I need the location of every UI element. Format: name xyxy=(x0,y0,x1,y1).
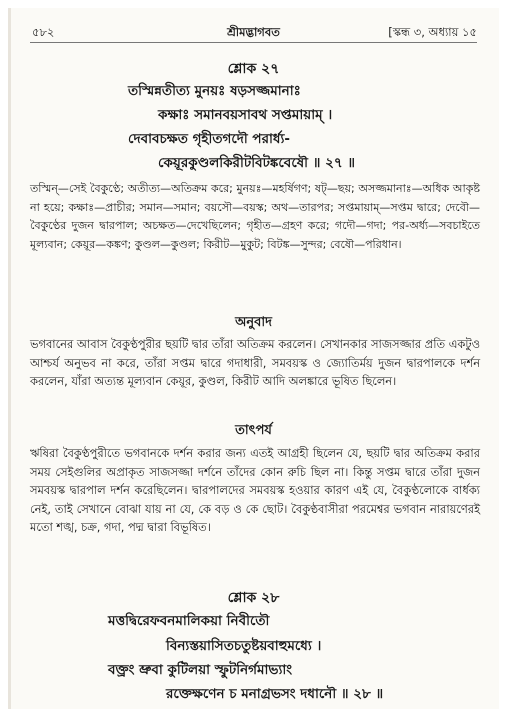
verse-28-line-3: বক্ত্রং ভ্রুবা কুটিলয়া স্ফুটনির্গমাভ্যাং xyxy=(108,662,293,678)
verse-27-label: শ্লোক ২৭ xyxy=(227,61,280,77)
page-header xyxy=(30,22,477,43)
chapter-reference: [স্কন্ধ ৩, অধ্যায় ১৫ xyxy=(388,25,477,39)
translation-paragraph: ভগবানের আবাস বৈকুণ্ঠপুরীর ছয়টি দ্বার তাঁরা অতিক্রম করলেন। সেখানকার সাজসজ্জার প্রতি একটুও আশ্চর্য অনুভব না করে, তাঁরা সপ্তম দ্বারে গদাধারী, সমবয়স্ক ও জ্যোতির্ময় দুজন দ্বারপালকে দর্শন করলেন, যাঁরা অত্যন্ত মূল্যবান কেয়ূর, কুণ্ডল, কিরীট আদি অলঙ্কারে ভূষিত ছিলেন। xyxy=(30,337,480,389)
verse-27-line-1: তস্মিন্নতীত্য মুনয়ঃ ষড়সজ্জমানাঃ xyxy=(128,83,301,99)
verse-28-label: শ্লোক ২৮ xyxy=(227,590,280,606)
book-page xyxy=(8,8,499,709)
purport-title: তাৎপর্য xyxy=(235,423,272,438)
page-number: ৫৮২ xyxy=(32,25,55,39)
synonyms-paragraph: তস্মিন্—সেই বৈকুণ্ঠে; অতীত্য—অতিক্রম করে; মুনয়ঃ—মহর্ষিগণ; ষট্—ছয়; অসজ্জমানাঃ—অধিক আকৃষ্ট না হয়ে; কক্ষাঃ—প্রাচীর; সমান—সমান; বয়সৌ—বয়স্ক; অথ—তারপর; সপ্তমায়াম্—সপ্তম দ্বারে; দেবৌ—বৈকুণ্ঠের দুজন দ্বারপাল; অচক্ষত—দেখেছিলেন; গৃহীত—গ্রহণ করে; গদৌ—গদা; পর-অর্ধ্য—সবচাইতে মূল্যবান; কেয়ূর—কঙ্কণ; কুণ্ডল—কুণ্ডল; কিরীট—মুকুট; বিটঙ্ক—সুন্দর; বেষৌ—পরিধান। xyxy=(30,182,480,251)
verse-27-line-4: কেয়ূরকুণ্ডলকিরীটবিটঙ্কবেষৌ ॥ ২৭ ॥ xyxy=(158,155,355,171)
purport-paragraph: ঋষিরা বৈকুণ্ঠপুরীতে ভগবানকে দর্শন করার জন্য এতই আগ্রহী ছিলেন যে, ছয়টি দ্বার অতিক্রম করার সময় সেইগুলির অপ্রাকৃত সাজসজ্জা দর্শনে তাঁদের কোন রুচি ছিল না। কিন্তু সপ্তম দ্বারে তাঁরা দুজন সমবয়স্ক দ্বারপাল দর্শন করেছিলেন। দ্বারপালদের সমবয়স্ক হওয়ার কারণ এই যে, বৈকুণ্ঠলোকে বার্ধক্য নেই, তাই সেখানে বোঝা যায় না যে, কে বড় ও কে ছোট। বৈকুণ্ঠবাসীরা পরমেশ্বর ভগবান নারায়ণেরই মতো শঙ্খ, চক্র, গদা, পদ্ম দ্বারা বিভূষিত। xyxy=(30,446,480,535)
translation-title: অনুবাদ xyxy=(235,315,272,330)
book-title: শ্রীমদ্ভাগবত xyxy=(227,25,280,39)
verse-28-line-4: রক্তেক্ষণেন চ মনাগ্রভসং দধানৌ ॥ ২৮ ॥ xyxy=(166,686,384,702)
verse-28-line-1: মত্তদ্বিরেফবনমালিকয়া নিবীতৌ xyxy=(108,613,270,629)
verse-28-line-2: বিন্যস্তয়াসিতচতুষ্টয়বাহুমধ্যে । xyxy=(166,638,322,654)
verse-27-line-2: কক্ষাঃ সমানবয়সাবথ সপ্তমায়াম্ । xyxy=(158,107,333,123)
verse-27-line-3: দেবাবচক্ষত গৃহীতগদৌ পরার্ধ্য- xyxy=(128,131,291,147)
